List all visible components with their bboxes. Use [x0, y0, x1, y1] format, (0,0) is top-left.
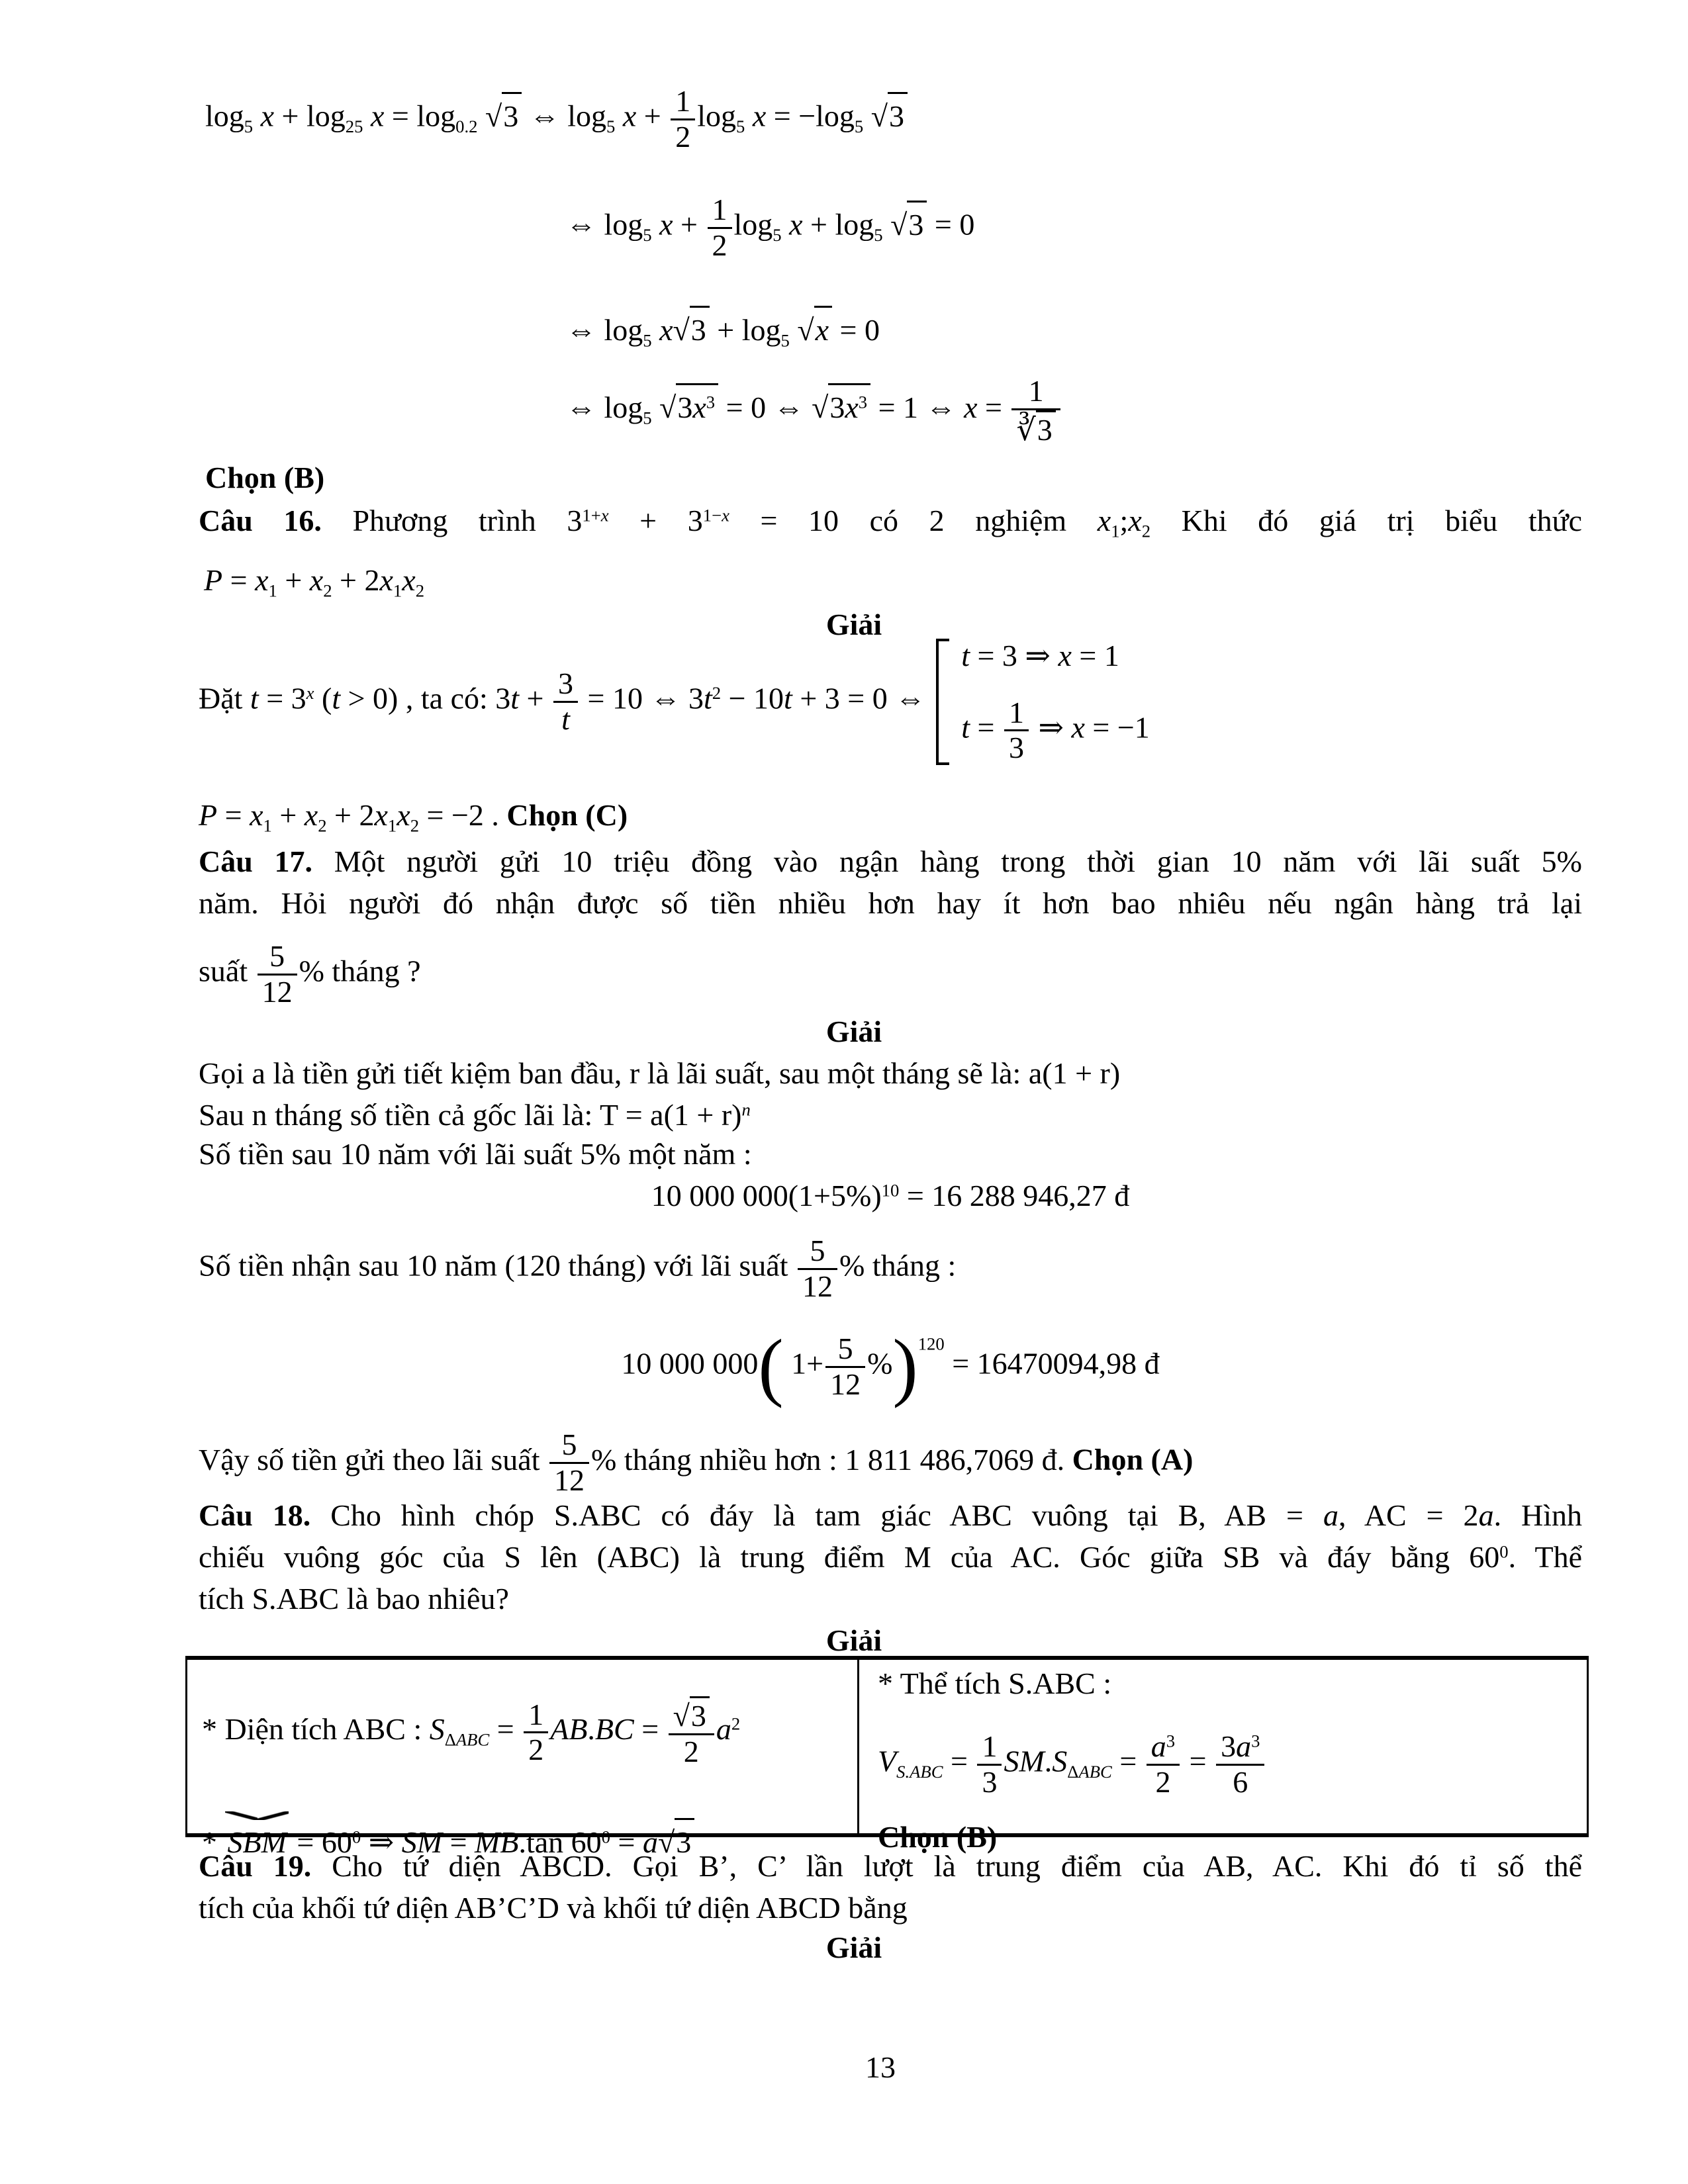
answer-choice-q16: Chọn (C)	[506, 798, 628, 832]
equation-line-2: ⇔ $\log_5 x$ + $\frac{1}{2}$ $\log_5 x + \log_5 √3 = 0$	[566, 193, 975, 262]
answer-choice-q18: Chọn (B)	[878, 1820, 998, 1854]
question-18-text1: Cho hình chóp S.ABC có đáy là tam giác ABC vuông tại B, AB = a, AC = 2a. Hình	[310, 1498, 1582, 1532]
question-18-line3: tích S.ABC là bao nhiêu?	[199, 1582, 509, 1615]
question-17-line3: suất $\frac{5}{12}$ % tháng ?	[199, 939, 421, 1009]
case-line-2: t = $\frac{1}{3}$ ⇒ x = −1	[961, 695, 1150, 765]
solution-q17-line3: Số tiền sau 10 năm với lãi suất 5% một năm :	[199, 1137, 752, 1171]
question-19-line1	[199, 1845, 1582, 1887]
equation-line-4: ⇔ $\log_5 √3x^3 = 0$ ⇔ $√3x^3 = 1$ ⇔ x = $\frac{1}{∛3}$	[566, 375, 1062, 447]
solution-q17-line4: Số tiền nhận sau 10 năm (120 tháng) với lãi suất $\frac{5}{12}$ % tháng :	[199, 1234, 957, 1303]
area-formula-line: * Diện tích ABC : $S_{\Delta ABC}$ = $\frac{1}{2}$ AB.BC = $\frac{√3}{2}$ $a^2$	[202, 1697, 741, 1768]
solution-q17-line1: Gọi a là tiền gửi tiết kiệm ban đầu, r là lãi suất, sau một tháng sẽ là: a(1 + r)	[199, 1056, 1121, 1090]
conclusion-text: Vậy số tiền gửi theo lãi suất $\frac{5}{12}$ % tháng nhiều hơn : 1 811 486,7069 đ.	[199, 1428, 1072, 1497]
question-18-label: Câu 18.	[199, 1498, 311, 1532]
work-expression: Đặt $t = 3^x$ (t > 0) , ta có: 3t + $\frac{3}{t}$ = 10 ⇔ $3t^2 - 10t + 3 = 0$ ⇔	[199, 666, 926, 737]
question-17-line1	[199, 841, 1582, 882]
expression-p: $P = x_1 + x_2 + 2x_1x_2$	[204, 563, 425, 601]
case-line-1: t = 3 ⇒ x = 1	[961, 639, 1119, 672]
solution-heading-q16: Giải	[825, 608, 882, 641]
answer-choice-q17: Chọn (A)	[1072, 1442, 1194, 1477]
question-17-label: Câu 17.	[199, 844, 313, 878]
yearly-interest-equation: 10 000 $000(1+5\%)^{10} = 16$ 288 946,27 đ	[651, 1179, 1130, 1212]
result-line-q16	[199, 794, 628, 836]
case-rows	[961, 639, 1150, 765]
question-17-text1: Một người gửi 10 triệu đồng vào ngận hàng trong thời gian 10 năm với lãi suất 5%	[312, 844, 1582, 878]
equation-line-3: ⇔ $\log_5 x√3 + \log_5 √x = 0$	[566, 306, 880, 351]
solution-box-left-cell	[187, 1660, 859, 1860]
solution-heading-q18: Giải	[825, 1623, 882, 1657]
volume-title-line: * Thể tích S.ABC :	[878, 1666, 1112, 1700]
question-18-line1	[199, 1494, 1582, 1536]
angle-formula-line: * SBM = $60^0$ ⇒ SM = MB.tan $60^0 = a√3$	[202, 1818, 852, 1863]
page-number: 13	[865, 2050, 896, 2084]
solution-heading-q19: Giải	[825, 1931, 882, 1964]
question-16-statement	[199, 500, 1582, 541]
question-17-line2: năm. Hỏi người đó nhận được số tiền nhiều hơn hay ít hơn bao nhiêu nếu ngân hàng trả lại	[199, 886, 1582, 920]
question-19-line2: tích của khối tứ diện AB’C’D và khối tứ diện ABCD bằng	[199, 1891, 908, 1925]
question-18-line2: chiếu vuông góc của S lên (ABC) là trung điểm M của AC. Góc giữa SB và đáy bằng $60^0$. Thể	[199, 1540, 1582, 1574]
result-expression: $P = x_1 + x_2 + 2x_1x_2 = -2$ .	[199, 798, 507, 836]
question-16-label: Câu 16.	[199, 504, 322, 537]
question-19-label: Câu 19.	[199, 1849, 312, 1883]
solution-q17-line2: Sau n tháng số tiền cả gốc lãi là: $T = a(1 + r)^n$	[199, 1098, 751, 1132]
solution-heading-q17: Giải	[825, 1015, 882, 1048]
question-19-text1: Cho tứ diện ABCD. Gọi B’, C’ lần lượt là trung điểm của AB, AC. Khi đó tỉ số thể	[311, 1849, 1582, 1883]
monthly-interest-equation: 10 000 000( 1+ $\frac{5}{12}$ %)$^{120}$ = 16470094,98 đ	[621, 1324, 1160, 1409]
solution-box-q18	[185, 1656, 1589, 1860]
conclusion-line-q17	[199, 1428, 1193, 1497]
left-bracket	[936, 639, 949, 765]
question-16-text: Phương trình $3^{1+x} + 3^{1-x} = 10$ có 2 nghiệm $x_1;x_2$ Khi đó giá trị biểu thức	[321, 504, 1582, 541]
solution-box-right-cell	[859, 1660, 1587, 1854]
solution-work-q16	[199, 639, 1150, 765]
page-content	[199, 0, 1582, 2184]
equation-line-1: $\log_5 x + \log_{25} x = \log_{0.2} √3$ ⇔ $\log_5 x$ + $\frac{1}{2}$ $\log_5 x = -\log_5$ √3	[205, 85, 908, 154]
case-group	[936, 639, 1150, 765]
volume-formula-line: $V_{S.ABC}$ = $\frac{1}{3}$ $SM.S_{\Delta ABC}$ = $\frac{a^3}{2}$ = $\frac{3a^3}{6}$	[878, 1730, 1581, 1799]
answer-choice-q15: Chọn (B)	[205, 461, 325, 494]
